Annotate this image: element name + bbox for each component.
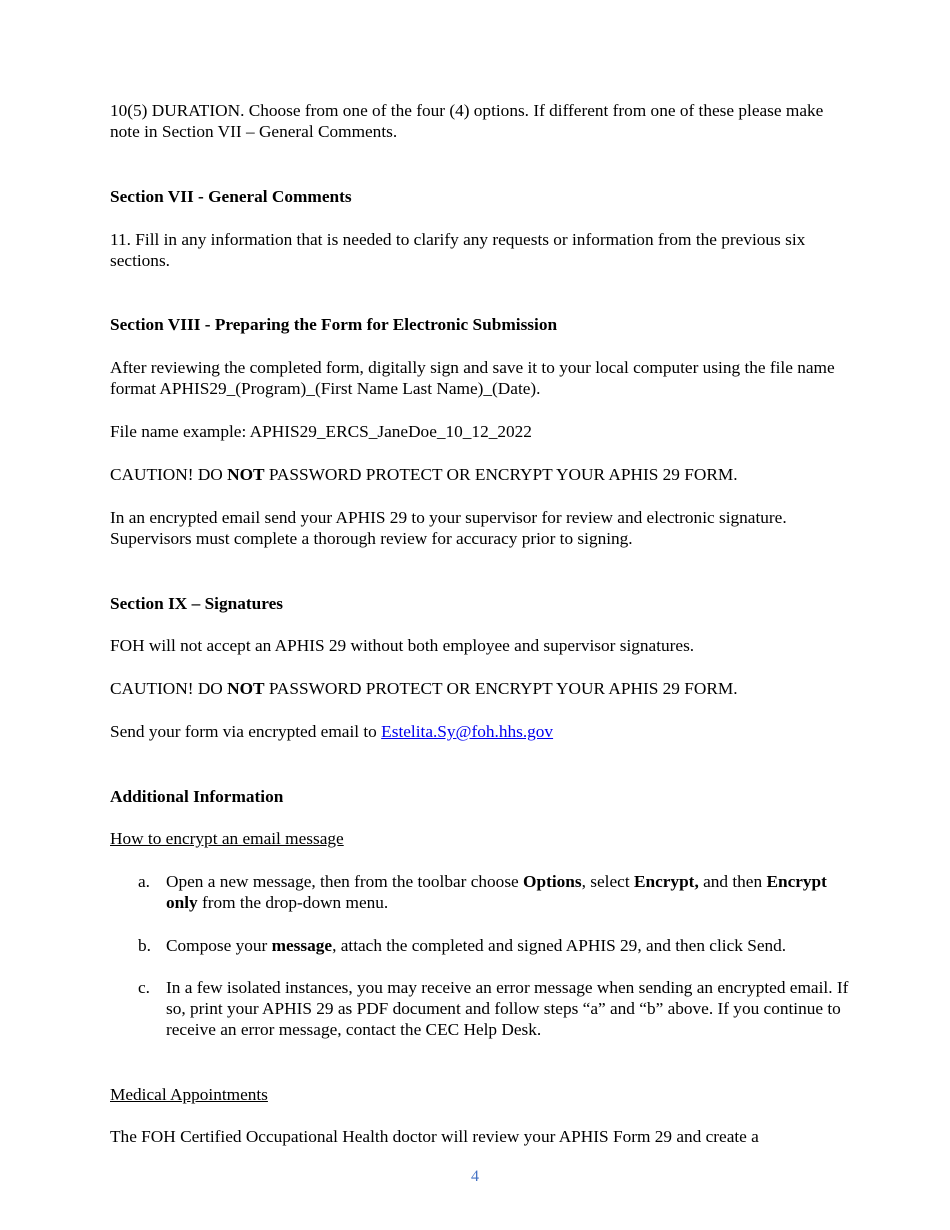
- list-marker: c.: [138, 978, 150, 997]
- medical-appointments-subheading: Medical Appointments: [110, 1085, 268, 1104]
- list-marker: a.: [138, 872, 150, 891]
- send-form-paragraph: [110, 721, 850, 742]
- caution-text: PASSWORD PROTECT OR ENCRYPT YOUR APHIS 29 FORM.: [264, 679, 738, 698]
- file-name-example: File name example: APHIS29_ERCS_JaneDoe_10_12_2022: [110, 422, 532, 441]
- section-viii-heading: Section VIII - Preparing the Form for Electronic Submission: [110, 315, 558, 334]
- supervisor-review-paragraph: In an encrypted email send your APHIS 29 to your supervisor for review and electronic signature. Supervisors must complete a thorough review for accuracy prior to signing.: [110, 508, 787, 548]
- section-vii-paragraph: 11. Fill in any information that is needed to clarify any requests or information from the previous six sections.: [110, 230, 806, 270]
- file-name-format-paragraph: After reviewing the completed form, digitally sign and save it to your local computer using the file name format APHIS29_(Program)_(First Name Last Name)_(Date).: [110, 358, 835, 398]
- list-item-text: Compose your message, attach the completed and signed APHIS 29, and then click Send.: [166, 936, 787, 955]
- caution-emphasis: NOT: [227, 465, 265, 484]
- list-item: [110, 871, 850, 913]
- section-viii-caution: [110, 464, 850, 485]
- medical-appointments-paragraph: The FOH Certified Occupational Health doctor will review your APHIS Form 29 and create a: [110, 1127, 759, 1146]
- list-item: [110, 935, 850, 956]
- send-form-text: Send your form via encrypted email to: [110, 722, 382, 741]
- encrypt-email-subheading: How to encrypt an email message: [110, 829, 344, 848]
- duration-paragraph: 10(5) DURATION. Choose from one of the four (4) options. If different from one of these please make note in Section VII – General Comments.: [110, 101, 824, 141]
- list-item-text: Open a new message, then from the toolbar choose Options, select Encrypt, and then Encrypt only from the drop-down menu.: [166, 872, 827, 912]
- section-ix-heading: Section IX – Signatures: [110, 594, 283, 613]
- section-ix-caution: [110, 678, 850, 699]
- list-marker: b.: [138, 936, 151, 955]
- additional-info-heading: Additional Information: [110, 787, 284, 806]
- section-vii-heading: Section VII - General Comments: [110, 187, 352, 206]
- list-item-text: In a few isolated instances, you may receive an error message when sending an encrypted email. If so, print your APHIS 29 as PDF document and follow steps “a” and “b” above. If you continue to receive an error message, contact the CEC Help Desk.: [166, 978, 849, 1039]
- caution-text: CAUTION! DO: [110, 679, 228, 698]
- email-link[interactable]: Estelita.Sy@foh.hhs.gov: [381, 722, 554, 741]
- caution-text: CAUTION! DO: [110, 465, 228, 484]
- list-item: [110, 977, 850, 1040]
- page-number: 4: [471, 1168, 479, 1185]
- caution-emphasis: NOT: [227, 679, 265, 698]
- signatures-paragraph: FOH will not accept an APHIS 29 without both employee and supervisor signatures.: [110, 636, 695, 655]
- caution-text: PASSWORD PROTECT OR ENCRYPT YOUR APHIS 29 FORM.: [264, 465, 738, 484]
